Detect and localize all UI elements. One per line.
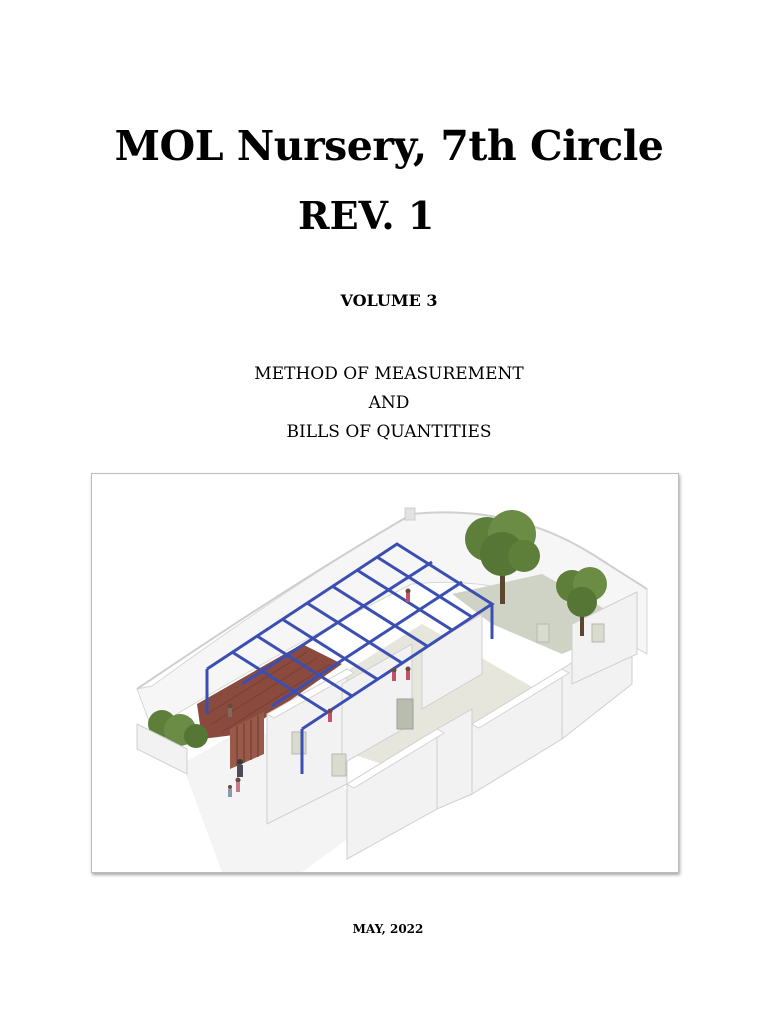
- document-subtitle: [0, 360, 768, 447]
- window: [537, 624, 549, 642]
- isometric-building-rendering: [92, 474, 678, 872]
- chimney: [405, 508, 415, 520]
- building-rendering-figure: [91, 473, 679, 873]
- window: [592, 624, 604, 642]
- subtitle-line: BILLS OF QUANTITIES: [286, 422, 492, 442]
- revision-label: REV. 1: [298, 193, 435, 238]
- document-title: MOL Nursery, 7th Circle: [114, 122, 664, 170]
- window: [332, 754, 346, 776]
- subtitle-line: METHOD OF MEASUREMENT: [254, 364, 524, 384]
- window: [292, 732, 306, 754]
- volume-label: VOLUME 3: [340, 291, 438, 310]
- door: [397, 699, 413, 729]
- document-date: MAY, 2022: [352, 922, 424, 936]
- subtitle-line: AND: [368, 393, 410, 413]
